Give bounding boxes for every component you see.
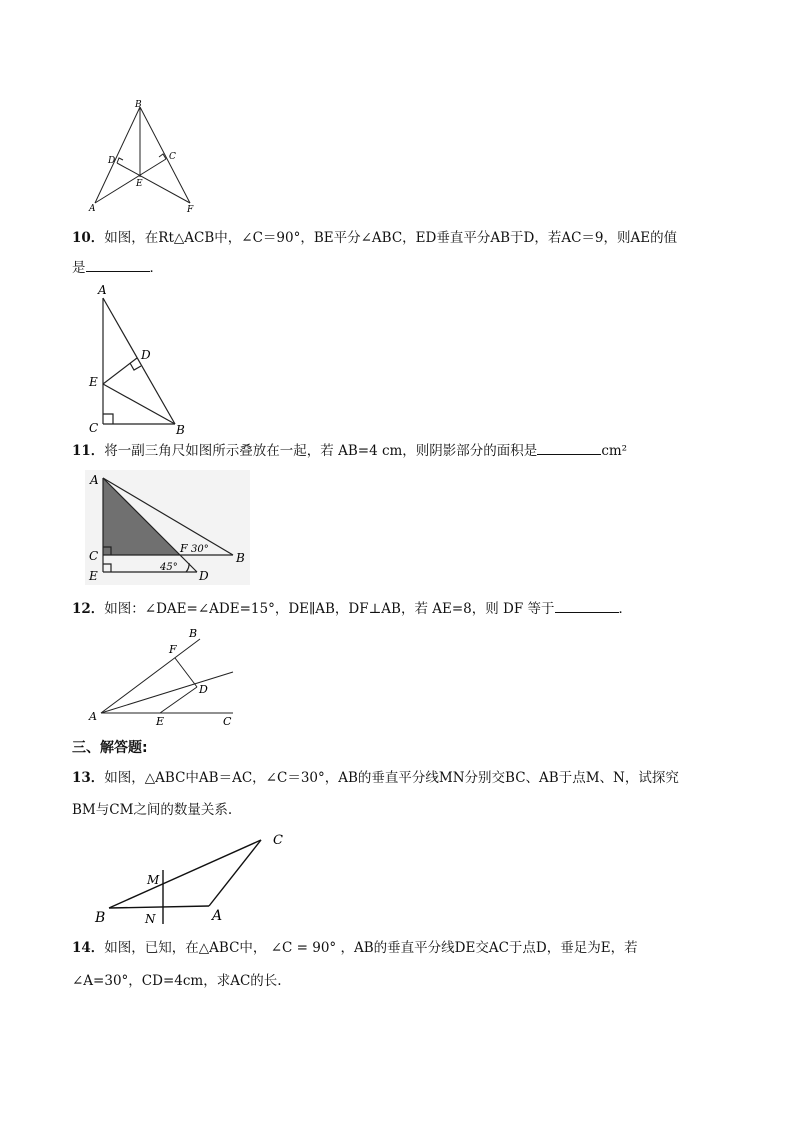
label-N: N xyxy=(145,912,156,926)
label-E: E xyxy=(136,179,143,189)
section-heading: 三、解答题: xyxy=(72,740,148,756)
label-F: F xyxy=(180,542,188,555)
label-D: D xyxy=(199,569,209,583)
label-B: B xyxy=(236,551,245,565)
question-number: 14． xyxy=(72,940,105,956)
question-text: ． xyxy=(618,601,633,617)
label-D: D xyxy=(108,156,116,166)
question-text: ∠A=30°，CD=4cm，求AC的长. xyxy=(72,973,282,989)
figure-q11 xyxy=(85,470,250,585)
question-text: 如图，在Rt△ACB中，∠C＝90°，BE平分∠ABC，ED垂直平分AB于D，若AC＝9，则AE的值 xyxy=(104,230,678,246)
label-B: B xyxy=(135,100,142,110)
angle-45: 45° xyxy=(160,562,178,573)
label-E: E xyxy=(89,569,98,583)
label-A: A xyxy=(212,908,223,924)
label-A: A xyxy=(89,204,96,214)
label-F: F xyxy=(169,643,177,656)
question-10 xyxy=(72,227,677,249)
figure-q12 xyxy=(85,625,245,730)
figure-q13 xyxy=(85,828,295,928)
question-13-line2 xyxy=(72,799,232,821)
question-number: 10． xyxy=(72,230,105,246)
question-text: 将一副三角尺如图所示叠放在一起，若 AB=4 cm，则阴影部分的面积是 xyxy=(104,443,538,459)
label-D: D xyxy=(199,683,208,696)
label-D: D xyxy=(141,348,151,362)
label-C: C xyxy=(89,549,99,563)
label-C: C xyxy=(89,421,99,434)
label-A: A xyxy=(90,473,99,487)
figure-q9 xyxy=(85,95,205,220)
question-11 xyxy=(72,440,627,462)
label-E: E xyxy=(156,715,165,728)
answer-blank[interactable] xyxy=(537,440,601,455)
answer-blank[interactable] xyxy=(86,257,150,272)
unit-label: cm² xyxy=(601,443,628,459)
question-12 xyxy=(72,598,632,620)
label-B: B xyxy=(176,423,185,434)
figure-q10 xyxy=(85,282,195,434)
question-number: 11． xyxy=(72,443,105,459)
question-text: 如图：∠DAE=∠ADE=15°，DE∥AB，DF⊥AB，若 AE=8，则 DF 等于 xyxy=(104,601,555,617)
label-M: M xyxy=(147,873,160,887)
question-number: 13． xyxy=(72,770,105,786)
label-E: E xyxy=(89,375,98,389)
label-C: C xyxy=(273,833,283,848)
label-F: F xyxy=(187,205,194,215)
question-14-line2 xyxy=(72,970,282,992)
question-text: 如图，△ABC中AB＝AC，∠C＝30°，AB的垂直平分线MN分别交BC、AB于点M、N，试探究 xyxy=(104,770,679,786)
question-10-line2 xyxy=(72,257,163,279)
question-text: 是 xyxy=(72,260,86,276)
answer-blank[interactable] xyxy=(555,598,619,613)
label-A: A xyxy=(98,283,107,297)
question-text: BM与CM之间的数量关系. xyxy=(72,802,233,818)
question-text: 如图，已知，在△ABC中， ∠C = 90° ，AB的垂直平分线DE交AC于点D，垂足为E，若 xyxy=(104,940,638,956)
label-C: C xyxy=(223,715,232,728)
question-number: 12． xyxy=(72,601,105,617)
angle-30: 30° xyxy=(191,544,209,555)
question-text: ． xyxy=(149,260,163,276)
label-C: C xyxy=(169,152,176,162)
question-13 xyxy=(72,767,679,789)
question-14 xyxy=(72,937,638,959)
label-B: B xyxy=(95,910,106,926)
label-B: B xyxy=(189,627,198,640)
label-A: A xyxy=(89,710,97,723)
